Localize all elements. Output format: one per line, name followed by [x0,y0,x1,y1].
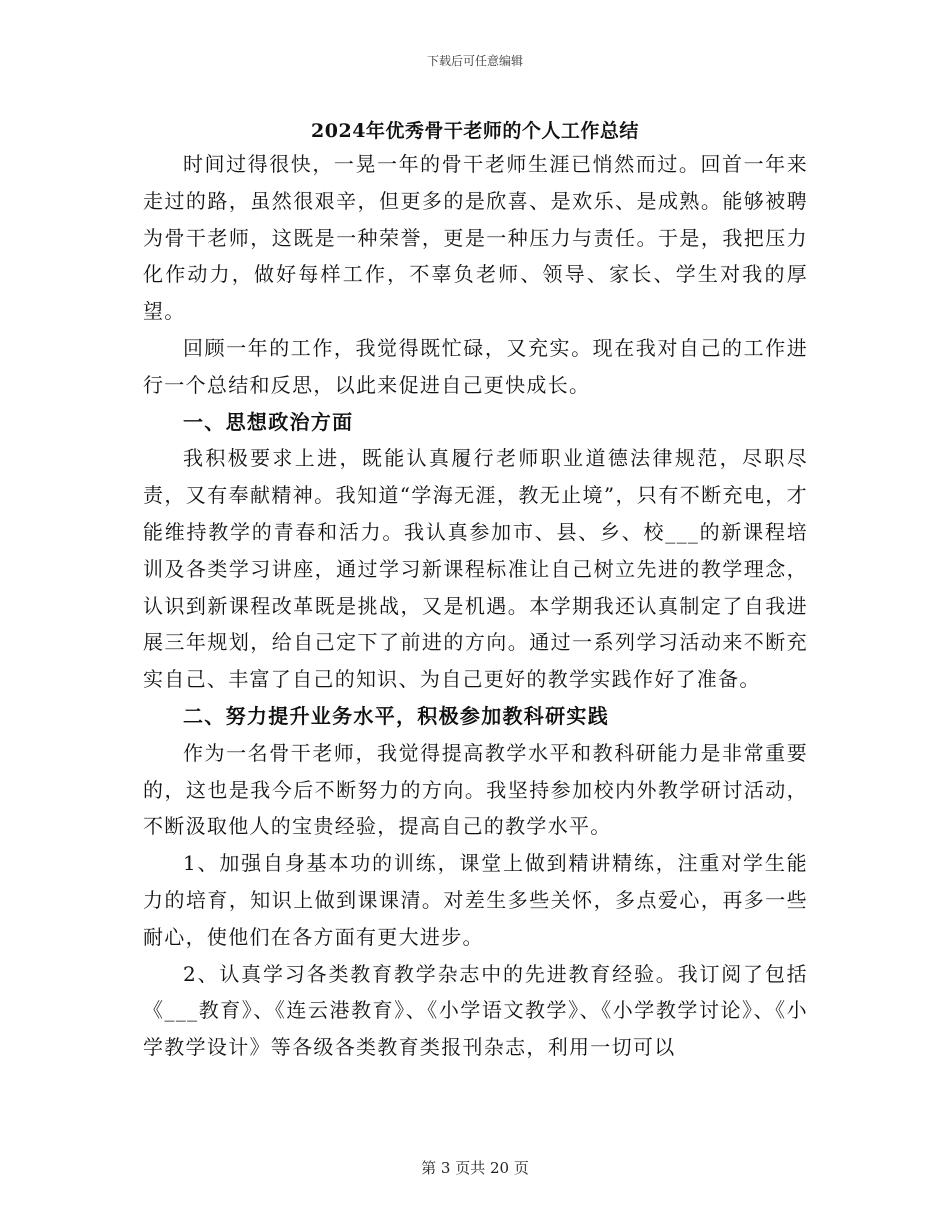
paragraph-political: 我积极要求上进，既能认真履行老师职业道德法律规范，尽职尽责，又有奉献精神。我知道“学海无涯，教无止境”，只有不断充电，才能维持教学的青春和活力。我认真参加市、县、乡、校___的新课程培训及各类学习讲座，通过学习新课程标准让自己树立先进的教学理念，认识到新课程改革既是挑战，又是机遇。本学期我还认真制定了自我进展三年规划，给自己定下了前进的方向。通过一系列学习活动来不断充实自己、丰富了自己的知识、为自己更好的教学实践作好了准备。 [143,446,808,692]
header-note: 下载后可任意编辑 [426,54,523,68]
paragraph-item-1: 1、加强自身基本功的训练，课堂上做到精讲精练，注重对学生能力的培育，知识上做到课课清。对差生多些关怀，多点爱心，再多一些耐心，使他们在各方面有更大进步。 [143,851,808,949]
document-title: 2024年优秀骨干老师的个人工作总结 [311,120,639,142]
section-heading-political: 一、思想政治方面 [183,409,354,434]
paragraph-review: 回顾一年的工作，我觉得既忙碌，又充实。现在我对自己的工作进行一个总结和反思，以此来促进自己更快成长。 [143,335,808,397]
paragraph-intro: 时间过得很快，一晃一年的骨干老师生涯已悄然而过。回首一年来走过的路，虽然很艰辛，但更多的是欣喜、是欢乐、是成熟。能够被聘为骨干老师，这既是一种荣誉，更是一种压力与责任。于是，我把压力化作动力，做好每样工作，不辜负老师、领导、家长、学生对我的厚望。 [143,152,808,324]
page-number-footer: 第 3 页共 20 页 [421,1159,529,1177]
paragraph-item-2: 2、认真学习各类教育教学杂志中的先进教育经验。我订阅了包括《___教育》、《连云港教育》、《小学语文教学》、《小学教学讨论》、《小学教学设计》等各级各类教育类报刊杂志，利用一切可以 [143,961,808,1060]
document-body [143,146,808,1066]
section-heading-professional: 二、努力提升业务水平，积极参加教科研实践 [183,703,609,728]
paragraph-professional: 作为一名骨干老师，我觉得提高教学水平和教科研能力是非常重要的，这也是我今后不断努力的方向。我坚持参加校内外教学研讨活动，不断汲取他人的宝贵经验，提高自己的教学水平。 [143,740,808,839]
